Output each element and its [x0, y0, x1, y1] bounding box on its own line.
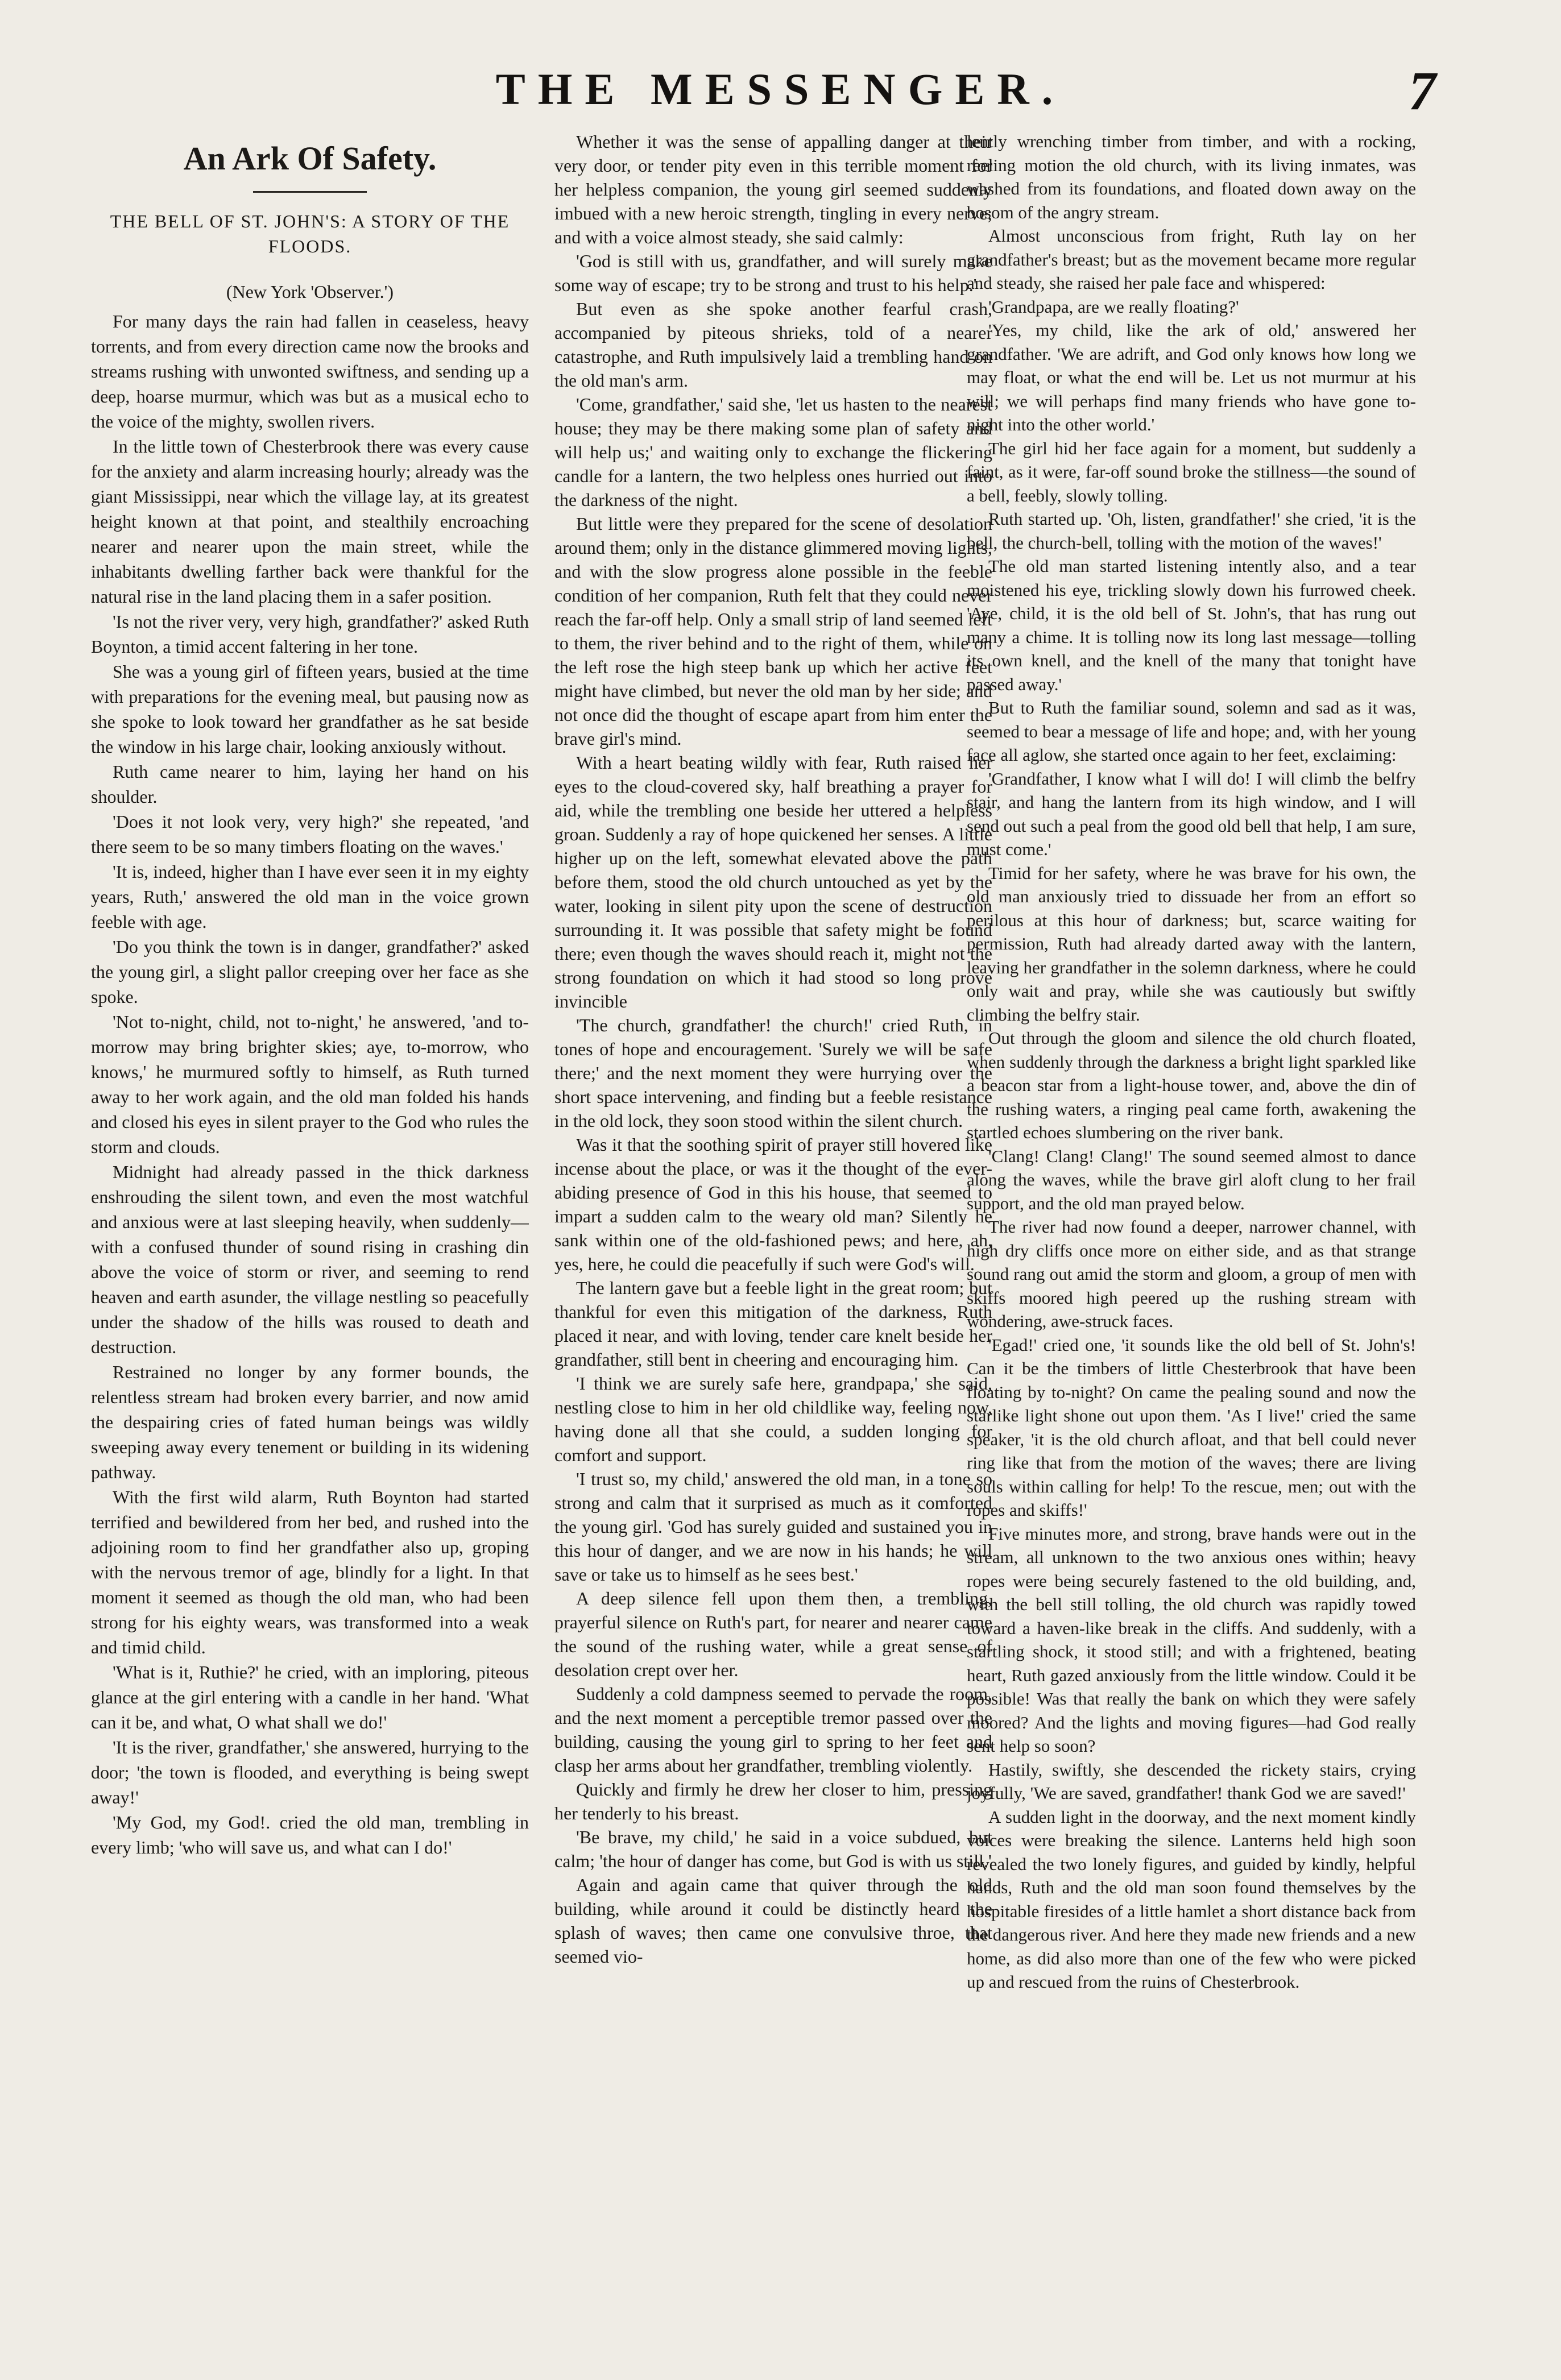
paragraph: With the first wild alarm, Ruth Boynton had started terrified and bewildered from her bed, and rushed into the adjoining room to find her grandfather also up, groping with the nervous tremor of age, blindly for a light. In that moment it seemed as though the old man, who had been strong for his eighty wears, was transformed into a weak and timid child. — [91, 1487, 529, 1657]
paragraph: Restrained no longer by any former bounds, the relentless stream had broken every barrier, and now amid the despairing cries of fated human beings was wildly sweeping away every tenement or building in its widening pathway. — [91, 1362, 529, 1482]
paragraph: 'Egad!' cried one, 'it sounds like the old bell of St. John's! Can it be the timbers of little Chesterbrook that have been floating by to-night? On came the pealing sound and now the starlike light shone out upon them. 'As I live!' cried the same speaker, 'it is the old church afloat, and that bell could never ring like that from the motion of the waves; there are living souls within calling for help! To the rescue, men; out with the ropes and skiffs!' — [967, 1334, 1416, 1520]
paragraph: With a heart beating wildly with fear, Ruth raised her eyes to the cloud-covered sky, half breathing a prayer for aid, while the trembling one beside her uttered a helpless groan. Suddenly a ray of hope quickened her senses. A little higher up on the left, somewhat elevated above the path before them, stood the old church untouched as yet by the water, looking in silent pity upon the scene of destruction surrounding it. It was possible that safety might be found there; even though the waves should reach it, might not the strong foundation on which it had stood so long prove invincible — [554, 752, 992, 1011]
paragraph: The girl hid her face again for a moment, but suddenly a faint, as it were, far-off sound broke the stillness—the sound of a bell, feebly, slowly tolling. — [967, 438, 1416, 505]
paragraph: Quickly and firmly he drew her closer to him, pressing her tenderly to his breast. — [554, 1779, 992, 1823]
column-3-body — [967, 130, 1416, 1994]
paragraph: 'Come, grandfather,' said she, 'let us hasten to the nearest house; they may be there making some plan of safety and will help us;' and waiting only to exchange the flickering candle for a lantern, the two helpless ones hurried out into the darkness of the night. — [554, 394, 992, 510]
paragraph: But even as she spoke another fearful crash, accompanied by piteous shrieks, told of a nearer catastrophe, and Ruth impulsively laid a trembling hand on the old man's arm. — [554, 298, 992, 391]
paragraph: Ruth started up. 'Oh, listen, grandfather!' she cried, 'it is the bell, the church-bell, tolling with the motion of the waves!' — [967, 509, 1416, 553]
column-1-body — [91, 309, 529, 1860]
paragraph: Timid for her safety, where he was brave for his own, the old man anxiously tried to dissuade her from an effort so perilous at this hour of darkness; but, scarce waiting for permission, Ruth had already darted away with the lantern, leaving her grandfather in the solemn darkness, where he could only wait and pray, while she was cautiously but swiftly climbing the belfry stair. — [967, 863, 1416, 1025]
column-2 — [554, 130, 992, 2307]
column-3 — [967, 130, 1416, 2307]
column-1 — [91, 130, 529, 2307]
paragraph: The old man started listening intently also, and a tear moistened his eye, trickling slowly down his furrowed cheek. 'Aye, child, it is the old bell of St. John's, that has rung out many a chime. It is tolling now its long last message—tolling its own knell, and the knell of the many that tonight have passed away.' — [967, 556, 1416, 694]
paragraph: 'Does it not look very, very high?' she repeated, 'and there seem to be so many timbers floating on the waves.' — [91, 811, 529, 857]
paragraph: She was a young girl of fifteen years, busied at the time with preparations for the evening meal, but pausing now as she spoke to look toward her grandfather as he sat beside the window in his large chair, looking anxiously without. — [91, 661, 529, 757]
paragraph: Suddenly a cold dampness seemed to pervade the room, and the next moment a perceptible tremor passed over the building, causing the young girl to spring to her feet and clasp her arms about her grandfather, trembling violently. — [554, 1684, 992, 1776]
paragraph: Whether it was the sense of appalling danger at their very door, or tender pity even in this terrible moment for her helpless companion, the young girl seemed suddenly imbued with a new heroic strength, tingling in every nerve; and with a voice almost steady, she said calmly: — [554, 131, 992, 247]
paragraph: 'Is not the river very, very high, grandfather?' asked Ruth Boynton, a timid accent faltering in her tone. — [91, 611, 529, 657]
paragraph: lently wrenching timber from timber, and with a rocking, reeling motion the old church, with its living inmates, was washed from its foundations, and floated down away on the bosom of the angry stream. — [967, 131, 1416, 222]
article-source: (New York 'Observer.') — [226, 281, 394, 302]
paragraph: Out through the gloom and silence the old church floated, when suddenly through the darkness a bright light sparkled like a beacon star from a light-house tower, and, above the din of the rushing waters, a ringing peal came forth, awakening the startled echoes slumbering on the river bank. — [967, 1028, 1416, 1142]
paragraph: 'It is the river, grandfather,' she answered, hurrying to the door; 'the town is flooded, and everything is being swept away!' — [91, 1737, 529, 1807]
paragraph: 'Be brave, my child,' he said in a voice subdued, but calm; 'the hour of danger has come, but God is with us still.' — [554, 1827, 992, 1871]
paragraph: A sudden light in the doorway, and the next moment kindly voices were breaking the silence. Lanterns held high soon revealed the two lonely figures, and guided by kindly, helpful hands, Ruth and the old man soon found themselves by the hospitable firesides of a little hamlet a short distance back from the dangerous river. And here they made new friends and a new home, as did also more than one of the few who were picked up and rescued from the ruins of Chesterbrook. — [967, 1806, 1416, 1992]
paragraph: 'Clang! Clang! Clang!' The sound seemed almost to dance along the waves, while the brave girl aloft clung to her frail support, and the old man prayed below. — [967, 1146, 1416, 1213]
paragraph: 'Grandpapa, are we really floating?' — [988, 296, 1239, 317]
paragraph: Almost unconscious from fright, Ruth lay on her grandfather's breast; but as the movement became more regular and steady, she raised her pale face and whispered: — [967, 226, 1416, 293]
paragraph: The lantern gave but a feeble light in the great room; but thankful for even this mitigation of the darkness, Ruth placed it near, and with loving, tender care knelt beside her grandfather, still bent in cheering and encouraging him. — [554, 1278, 992, 1370]
paragraph: 'I trust so, my child,' answered the old man, in a tone so strong and calm that it surprised as much as it comforted the young girl. 'God has surely guided and sustained you in this hour of danger, and we are now in his hands; he will save or take us to himself as he sees best.' — [554, 1469, 992, 1585]
paragraph: Hastily, swiftly, she descended the rickety stairs, crying joyfully, 'We are saved, grandfather! thank God we are saved!' — [967, 1759, 1416, 1803]
paragraph: But to Ruth the familiar sound, solemn and sad as it was, seemed to bear a message of life and hope; and, with her young face all aglow, she started once again to her feet, exclaiming: — [967, 698, 1416, 765]
paragraph: Midnight had already passed in the thick darkness enshrouding the silent town, and even the most watchful and anxious were at last sleeping heavily, when suddenly—with a confused thunder of sound rising in crashing din above the voice of storm or river, and seeming to rend heaven and earth asunder, the village nestling so peacefully under the shadow of the hills was roused to death and destruction. — [91, 1162, 529, 1357]
paragraph: 'What is it, Ruthie?' he cried, with an imploring, piteous glance at the girl entering with a candle in her hand. 'What can it be, and what, O what shall we do!' — [91, 1662, 529, 1732]
paragraph: Again and again came that quiver through the old building, while around it could be distinctly heard the splash of waves; then came one convulsive throe, that seemed vio- — [554, 1875, 992, 1967]
paragraph: But little were they prepared for the scene of desolation around them; only in the distance glimmered moving lights, and with the slow progress alone possible in the feeble condition of her companion, Ruth felt that they could never reach the far-off help. Only a small strip of land seemed left to them, the river behind and to the right of them, while on the left rose the high steep bank up which her active feet might have climbed, but never the old man by her side; and not once did the thought of escape apart from him enter the brave girl's mind. — [554, 513, 992, 749]
paragraph: 'God is still with us, grandfather, and will surely make some way of escape; try to be strong and trust to his help.' — [554, 251, 992, 295]
article-title: An Ark Of Safety. — [183, 140, 437, 177]
paragraph: 'Grandfather, I know what I will do! I will climb the belfry stair, and hang the lantern from its high window, and I will send out such a peal from the good old bell that help, I am sure, must come.' — [967, 768, 1416, 859]
paragraph: 'Yes, my child, like the ark of old,' answered her grandfather. 'We are adrift, and God only knows how long we may float, or what the end will be. Let us not murmur at his will; we will perhaps find many friends who have gone to-night into the other world.' — [967, 320, 1416, 434]
paragraph: A deep silence fell upon them then, a trembling, prayerful silence on Ruth's part, for nearer and nearer came the sound of the rushing water, while a great sense of desolation crept over her. — [554, 1588, 992, 1680]
paragraph: Was it that the soothing spirit of prayer still hovered like incense about the place, or was it the thought of the ever-abiding presence of God in this his house, that seemed to impart a sudden calm to the weary old man? Silently he sank within one of the old-fashioned pews; and here, ah, yes, here, he could die peacefully if such were God's will. — [554, 1134, 992, 1274]
paragraph: Five minutes more, and strong, brave hands were out in the stream, all unknown to the two anxious ones within; heavy ropes were being securely fastened to the old building, and, with the bell still tolling, the old church was rapidly towed toward a haven-like break in the cliffs. And suddenly, with a startling shock, it stood still; and with a frightened, beating heart, Ruth gazed anxiously from the little window. Could it be possible! Was that really the bank on which they were safely moored? And the lights and moving figures—had God really sent help so soon? — [967, 1523, 1416, 1756]
paragraph: 'My God, my God!. cried the old man, trembling in every limb; 'who will save us, and what can I do!' — [91, 1812, 529, 1857]
page-number: 7 — [1409, 60, 1436, 121]
paragraph: 'It is, indeed, higher than I have ever seen it in my eighty years, Ruth,' answered the old man in the voice grown feeble with age. — [91, 861, 529, 932]
paragraph: 'Not to-night, child, not to-night,' he answered, 'and to-morrow may bring brighter skies; aye, to-morrow, who knows,' he murmured softly to himself, as Ruth turned away to her work again, and the old man folded his hands and closed his eyes in silent prayer to the God who rules the storm and clouds. — [91, 1011, 529, 1157]
paragraph: 'The church, grandfather! the church!' cried Ruth, in tones of hope and encouragement. 'Surely we will be safe there;' and the next moment they were hurrying over the short space intervening, and finding but a feeble resistance in the old lock, they soon stood within the silent church. — [554, 1015, 992, 1131]
paragraph: 'I think we are surely safe here, grandpapa,' she said, nestling close to him in her old childlike way, feeling now, having done all that she could, a sudden longing for comfort and support. — [554, 1373, 992, 1465]
paragraph: For many days the rain had fallen in ceaseless, heavy torrents, and from every direction came now the brooks and streams rushing with unwonted swiftness, and sending up a deep, hoarse murmur, which was but as a musical echo to the voice of the mighty, swollen rivers. — [91, 311, 529, 432]
paragraph: 'Do you think the town is in danger, grandfather?' asked the young girl, a slight pallor creeping over her face as she spoke. — [91, 936, 529, 1007]
masthead: THE MESSENGER. — [495, 64, 1066, 114]
paragraph: In the little town of Chesterbrook there was every cause for the anxiety and alarm increasing hourly; already was the giant Mississippi, near which the village lay, at its greatest height known at that point, and stealthily encroaching nearer and nearer upon the main street, while the inhabitants dwelling farther back were thankful for the natural rise in the land placing them in a safer position. — [91, 436, 529, 607]
title-rule — [253, 191, 367, 193]
paragraph: The river had now found a deeper, narrower channel, with high dry cliffs once more on either side, and as that strange sound rang out amid the storm and gloom, a group of men with skiffs moored high peered up the rushing stream with wondering, awe-struck faces. — [967, 1217, 1416, 1331]
column-2-body — [554, 130, 992, 1968]
article-subtitle: THE BELL OF ST. JOHN'S: A STORY OF THE FLOODS. — [110, 211, 510, 256]
paragraph: Ruth came nearer to him, laying her hand on his shoulder. — [91, 761, 529, 807]
